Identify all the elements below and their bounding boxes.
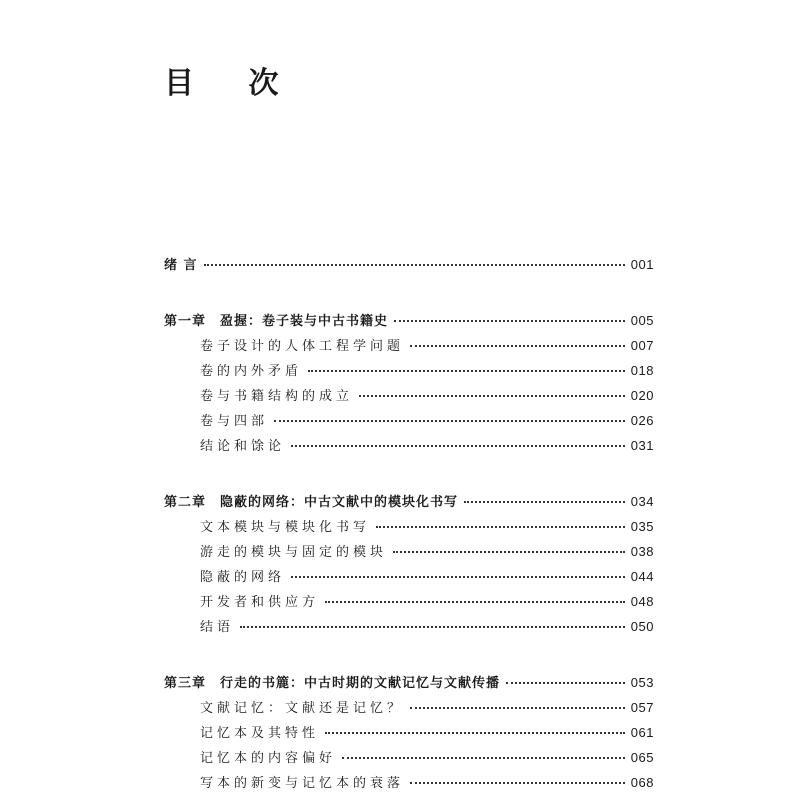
toc-section-label: 文本模块与模块化书写 (200, 520, 371, 535)
dot-leader (376, 526, 625, 528)
toc-section-label: 卷的内外矛盾 (200, 364, 303, 379)
page-title: 目 次 (164, 66, 301, 101)
toc-section[interactable] (164, 516, 654, 541)
toc-section-label: 文献记忆：文献还是记忆？ (200, 701, 405, 716)
dot-leader (204, 264, 625, 266)
toc-section[interactable] (164, 435, 654, 460)
toc-entry-label: 绪 言 (164, 258, 198, 273)
dot-leader (274, 420, 625, 422)
toc-section-label: 隐蔽的网络 (200, 570, 286, 585)
toc-page-number: 026 (630, 413, 654, 428)
dot-leader (240, 626, 625, 628)
toc-page-number: 057 (630, 700, 654, 715)
toc-chapter-label: 第一章 盈握：卷子装与中古书籍史 (164, 314, 389, 329)
toc-section-label: 卷子设计的人体工程学问题 (200, 339, 405, 354)
toc-section-label: 记忆本的内容偏好 (200, 751, 337, 766)
toc-page-number: 007 (630, 338, 654, 353)
toc-page-number: 065 (630, 750, 654, 765)
dot-leader (394, 320, 625, 322)
toc-chapter-1[interactable] (164, 310, 654, 335)
dot-leader (291, 445, 625, 447)
toc-section[interactable] (164, 722, 654, 747)
toc-section-label: 结语 (200, 620, 235, 635)
toc-page-number: 068 (630, 775, 654, 790)
toc-page-number: 031 (630, 438, 654, 453)
dot-leader (410, 345, 625, 347)
toc-section-label: 写本的新变与记忆本的衰落 (200, 776, 405, 791)
toc-section[interactable] (164, 541, 654, 566)
toc-page-number: 044 (630, 569, 654, 584)
table-of-contents (164, 254, 654, 797)
dot-leader (308, 370, 625, 372)
toc-page-number: 005 (630, 313, 654, 328)
toc-section[interactable] (164, 335, 654, 360)
toc-section-label: 游走的模块与固定的模块 (200, 545, 388, 560)
toc-section-label: 卷与四部 (200, 414, 269, 429)
toc-page-number: 001 (630, 257, 654, 272)
toc-chapter-3[interactable] (164, 672, 654, 697)
toc-section[interactable] (164, 385, 654, 410)
toc-section[interactable] (164, 360, 654, 385)
toc-section-label: 记忆本及其特性 (200, 726, 320, 741)
toc-section-label: 卷与书籍结构的成立 (200, 389, 354, 404)
toc-section-label: 开发者和供应方 (200, 595, 320, 610)
dot-leader (393, 551, 625, 553)
dot-leader (464, 501, 625, 503)
toc-chapter-2[interactable] (164, 491, 654, 516)
toc-section[interactable] (164, 697, 654, 722)
toc-section-label: 结论和馀论 (200, 439, 286, 454)
toc-page-number: 034 (630, 494, 654, 509)
toc-page-number: 061 (630, 725, 654, 740)
dot-leader (410, 782, 625, 784)
toc-page-number: 020 (630, 388, 654, 403)
toc-section[interactable] (164, 772, 654, 797)
toc-section[interactable] (164, 410, 654, 435)
toc-page-number: 048 (630, 594, 654, 609)
toc-page-number: 050 (630, 619, 654, 634)
dot-leader (359, 395, 625, 397)
toc-chapter-label: 第三章 行走的书簏：中古时期的文献记忆与文献传播 (164, 676, 501, 691)
dot-leader (342, 757, 625, 759)
toc-section[interactable] (164, 591, 654, 616)
toc-section[interactable] (164, 747, 654, 772)
toc-section[interactable] (164, 616, 654, 641)
toc-section[interactable] (164, 566, 654, 591)
toc-page-number: 053 (630, 675, 654, 690)
dot-leader (325, 732, 625, 734)
dot-leader (291, 576, 625, 578)
toc-entry-intro[interactable] (164, 254, 654, 279)
dot-leader (410, 707, 625, 709)
dot-leader (325, 601, 625, 603)
dot-leader (506, 682, 625, 684)
toc-chapter-label: 第二章 隐蔽的网络：中古文献中的模块化书写 (164, 495, 459, 510)
toc-page-number: 038 (630, 544, 654, 559)
toc-page-number: 035 (630, 519, 654, 534)
toc-page-number: 018 (630, 363, 654, 378)
